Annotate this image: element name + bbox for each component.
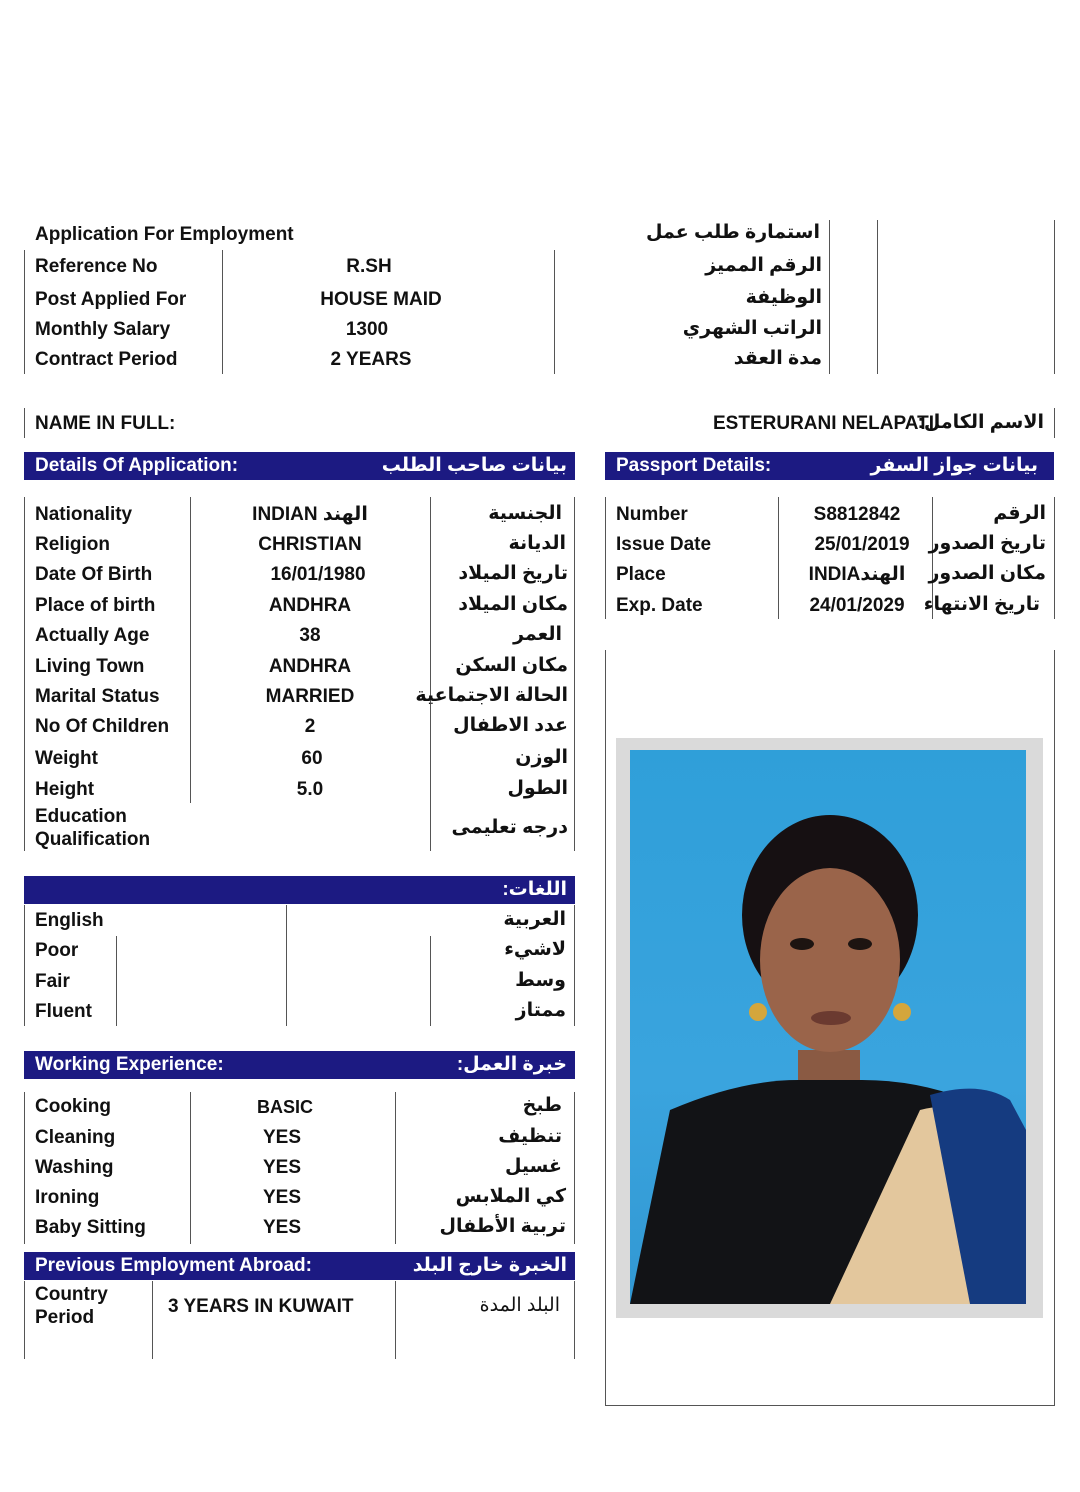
ironing-label: Ironing <box>35 1187 100 1208</box>
height-value: 5.0 <box>296 779 324 800</box>
form-title-en: Application For Employment <box>35 224 294 245</box>
cooking-label: Cooking <box>35 1096 111 1117</box>
weight-value: 60 <box>301 748 323 769</box>
language-english-label: English <box>35 910 104 931</box>
living-town-value: ANDHRA <box>268 656 352 677</box>
level-fair-label: Fair <box>35 971 70 992</box>
country-period-label-ar: البلد المدة <box>479 1295 560 1316</box>
passport-title-ar: بيانات جواز السفر <box>870 455 1038 476</box>
level-poor-label: Poor <box>35 940 79 961</box>
baby-sitting-value: YES <box>262 1217 302 1238</box>
language-arabic-label: العربية <box>503 909 566 930</box>
reference-label-ar: الرقم المميز <box>705 255 822 276</box>
issue-date-label: Issue Date <box>616 534 712 555</box>
age-label: Actually Age <box>35 625 150 646</box>
languages-title-ar: اللغات: <box>502 879 567 900</box>
washing-label-ar: غسيل <box>504 1156 562 1177</box>
full-name-value: ESTERURANI NELAPATI <box>713 413 934 434</box>
ironing-label-ar: كي الملابس <box>455 1186 566 1207</box>
expiry-date-label: Exp. Date <box>616 595 703 616</box>
height-label-ar: الطول <box>507 778 568 799</box>
ironing-value: YES <box>262 1187 302 1208</box>
nationality-value: INDIAN الهند <box>252 504 368 525</box>
full-name-label: NAME IN FULL: <box>35 413 176 434</box>
baby-sitting-label: Baby Sitting <box>35 1217 146 1238</box>
washing-value: YES <box>262 1157 302 1178</box>
religion-label: Religion <box>35 534 110 555</box>
age-label-ar: العمر <box>513 624 562 645</box>
experience-title-en: Working Experience: <box>35 1054 224 1075</box>
nationality-label-ar: الجنسية <box>488 503 562 524</box>
cooking-value: BASIC <box>256 1097 313 1117</box>
education-label-line1: Education <box>35 806 127 827</box>
expiry-date-value: 24/01/2029 <box>809 595 905 616</box>
level-fair-label-ar: وسط <box>515 970 566 991</box>
passport-number-label-ar: الرقم <box>993 503 1046 524</box>
reference-label: Reference No <box>35 256 158 277</box>
experience-header-bar <box>24 1051 575 1079</box>
country-label: Country <box>35 1284 108 1305</box>
religion-label-ar: الديانة <box>508 533 566 554</box>
post-applied-label: Post Applied For <box>35 289 187 310</box>
issue-date-value: 25/01/2019 <box>814 534 910 555</box>
religion-value: CHRISTIAN <box>258 534 362 555</box>
previous-title-en: Previous Employment Abroad: <box>35 1255 312 1276</box>
level-fluent-label-ar: ممتاز <box>515 1000 566 1021</box>
details-title-ar: بيانات صاحب الطلب <box>381 455 567 476</box>
salary-label: Monthly Salary <box>35 319 171 340</box>
applicant-photo <box>616 738 1043 1318</box>
contract-label-ar: مدة العقد <box>733 348 822 369</box>
details-header-bar <box>24 452 575 480</box>
passport-header-bar <box>605 452 1054 480</box>
marital-status-label-ar: الحالة الاجتماعية <box>415 685 568 706</box>
issue-place-label-ar: مكان الصدور <box>928 563 1046 584</box>
passport-number-value: S8812842 <box>813 504 901 525</box>
level-fluent-label: Fluent <box>35 1001 92 1022</box>
children-label-ar: عدد الاطفال <box>453 715 568 736</box>
post-applied-label-ar: الوظيفة <box>745 287 822 308</box>
reference-value: R.SH <box>346 256 392 277</box>
period-label: Period <box>35 1307 95 1328</box>
cleaning-label-ar: تنظيف <box>498 1126 562 1147</box>
level-poor-label-ar: لاشيء <box>504 939 566 960</box>
details-title-en: Details Of Application: <box>35 455 239 476</box>
salary-label-ar: الراتب الشهري <box>682 318 822 339</box>
education-label-line2: Qualification <box>35 829 151 850</box>
washing-label: Washing <box>35 1157 114 1178</box>
dob-label: Date Of Birth <box>35 564 153 585</box>
issue-place-value: INDIAالهند <box>808 564 906 585</box>
expiry-date-label-ar: تاريخ الانتهاء <box>923 594 1040 615</box>
living-town-label-ar: مكان السكن <box>455 655 568 676</box>
children-label: No Of Children <box>35 716 170 737</box>
experience-title-ar: خبرة العمل: <box>456 1054 567 1075</box>
previous-header-bar <box>24 1252 575 1280</box>
issue-date-label-ar: تاريخ الصدور <box>928 533 1046 554</box>
weight-label: Weight <box>35 748 98 769</box>
dob-value: 16/01/1980 <box>270 564 366 585</box>
children-value: 2 <box>304 716 316 737</box>
birthplace-value: ANDHRA <box>268 595 352 616</box>
languages-header-bar <box>24 876 575 904</box>
height-label: Height <box>35 779 95 800</box>
applicant-portrait-illustration <box>630 750 1026 1304</box>
age-value: 38 <box>299 625 321 646</box>
nationality-label: Nationality <box>35 504 133 525</box>
living-town-label: Living Town <box>35 656 145 677</box>
passport-title-en: Passport Details: <box>616 455 772 476</box>
birthplace-label-ar: مكان الميلاد <box>458 594 568 615</box>
previous-employment-value: 3 YEARS IN KUWAIT <box>168 1296 354 1317</box>
passport-number-label: Number <box>616 504 688 525</box>
post-applied-value: HOUSE MAID <box>320 289 442 310</box>
contract-value: 2 YEARS <box>330 349 412 370</box>
cooking-label-ar: طبخ <box>522 1095 562 1116</box>
marital-status-label: Marital Status <box>35 686 160 707</box>
form-title-ar: استمارة طلب عمل <box>646 222 820 243</box>
birthplace-label: Place of birth <box>35 595 156 616</box>
issue-place-label: Place <box>616 564 666 585</box>
cleaning-label: Cleaning <box>35 1127 116 1148</box>
education-label-ar: درجه تعليمى <box>451 817 568 838</box>
dob-label-ar: تاريخ الميلاد <box>458 563 568 584</box>
weight-label-ar: الوزن <box>515 747 568 768</box>
previous-title-ar: الخبرة خارج البلد <box>412 1255 567 1276</box>
baby-sitting-label-ar: تربية الأطفال <box>439 1216 566 1237</box>
full-name-label-ar: الاسم الكامل: <box>917 412 1044 433</box>
cleaning-value: YES <box>262 1127 302 1148</box>
contract-label: Contract Period <box>35 349 178 370</box>
salary-value: 1300 <box>345 319 389 340</box>
marital-status-value: MARRIED <box>265 686 355 707</box>
